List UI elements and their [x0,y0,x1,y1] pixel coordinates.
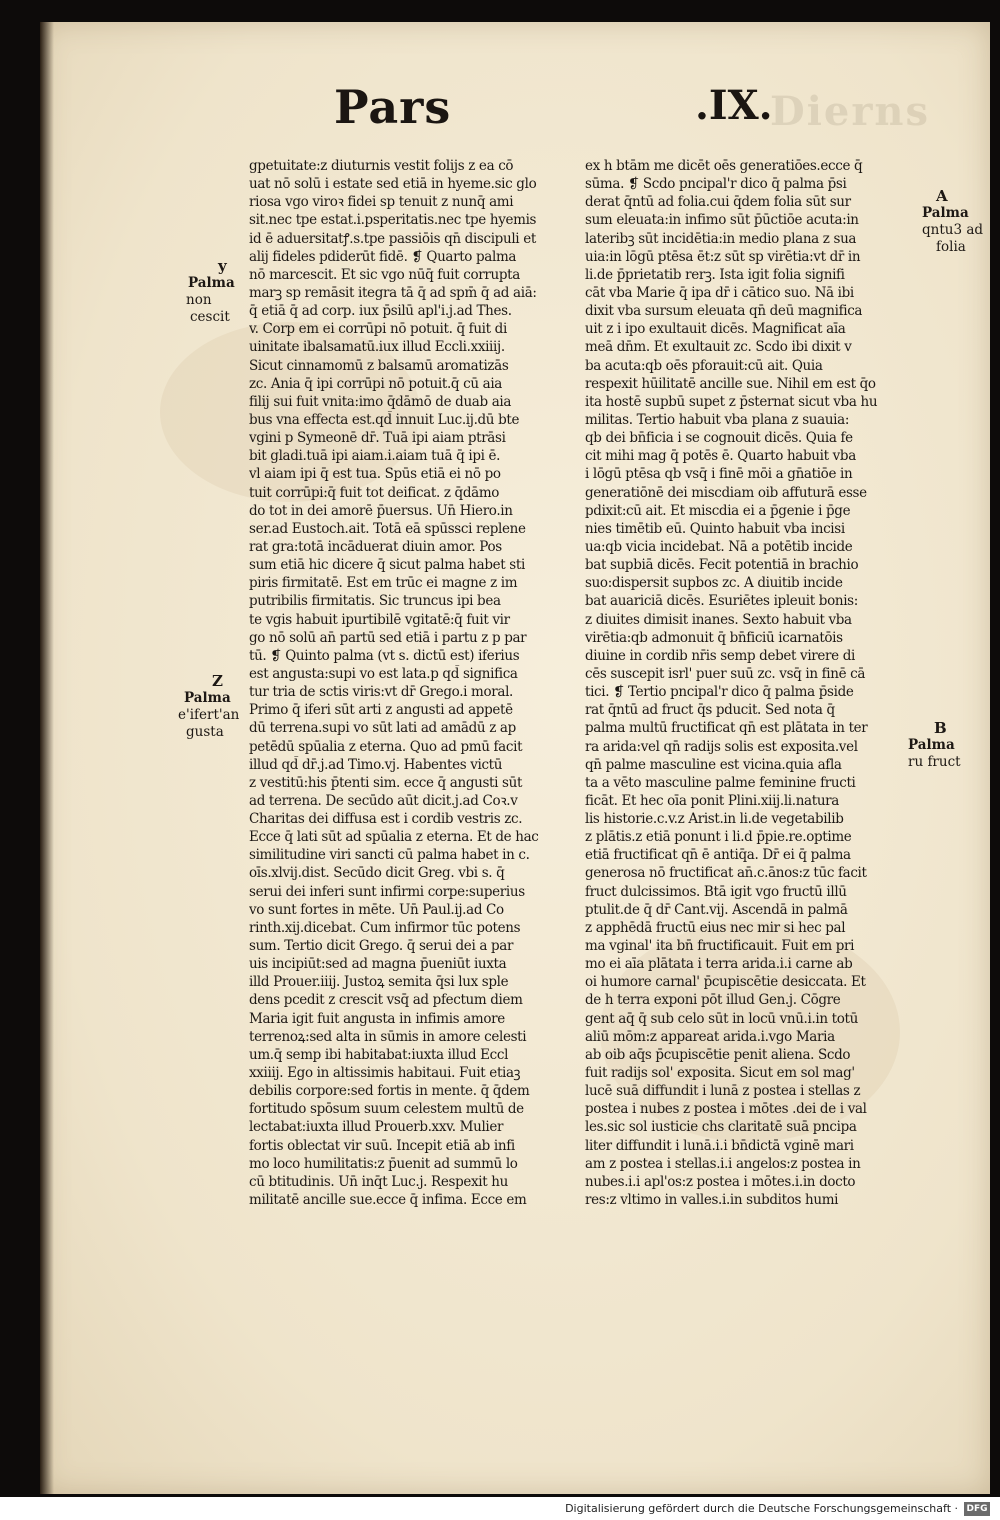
text-line: ra arida:vel qn̄ radijs solis est exposita.vel [585,738,858,755]
text-line: Ecce q̄ lati sūt ad spūalia z eterna. Et de hac [249,829,539,846]
text-line: dixit vba sursum eleuata qn̄ deū magnifica [585,303,863,320]
text-line: nubes.i.i apl'os:z postea i mōtes.i.in docto [585,1173,856,1190]
text-line: virētia:qb admonuit q̄ bn̄ficiū icarnatōis [585,629,843,646]
text-line: oi humore carnal' p̄cupiscētie desiccata. Et [585,974,866,991]
text-line: petēdū spūalia z eterna. Quo ad pmū facit [249,738,523,755]
text-line: marꝫ sp remāsit itegra tā q̄ ad spm̄ q̄ ad aiā: [249,284,537,301]
text-line: cēs suscepit isrl' puer suū zc. vsq̄ in finē cā [585,665,866,682]
gloss-line: Palma [922,205,969,221]
text-line: liter diffundit i lunā.i.i bn̄dictā vginē mari [585,1137,854,1154]
text-line: v. Corp em ei corrūpi nō potuit. q̄ fuit di [249,321,507,338]
text-line: suo:dispersit supbos zc. A diuitib incide [585,575,843,592]
text-line: mo loco humilitatis:z p̄uenit ad summū lo [249,1155,518,1172]
text-line: sum etiā hic dicere q̄ sicut palma habet sti [249,557,525,574]
show-through-text: Dierns [770,88,931,135]
text-line: riosa vgo viroꝛ fidei sp tenuit z nunq̄ ami [249,194,514,211]
gloss-line: Palma [188,275,235,291]
gloss-line: e'ifert'an [178,707,240,723]
text-line: z vestitū:his p̄tenti sim. ecce q̄ angusti sūt [249,774,523,791]
text-line: ptulit.de q̄ dr̄ Cant.vij. Ascendā in palmā [585,901,848,918]
text-line: cit mihi mag q̄ potēs ē. Quarto habuit vba [585,448,856,465]
text-line: z diuites dimisit inanes. Sexto habuit vba [585,611,852,628]
text-line: Sicut cinnamomū z balsamū aromatizās [249,357,509,374]
text-line: dū terrena.supi vo sūt lati ad amādū z ap [249,720,516,737]
text-line: nies timētib eū. Quinto habuit vba incisi [585,520,845,537]
left-marginal-gloss [180,258,235,326]
right-text-column [585,157,909,1209]
text-line: cāt vba Marie q̄ ipa dr̄ i cātico suo. Nā ibi [585,284,854,301]
text-line: Maria igit fuit angusta in infimis amore [249,1010,505,1027]
text-line: do tot in dei amorē p̄uersus. Un̄ Hiero.in [249,502,513,519]
text-line: ex h btām me dicēt oēs generatiōes.ecce q̄ [585,158,863,174]
text-line: tuit corrūpi:q̄ fuit tot deificat. z q̄dāmo [249,484,500,501]
text-line: id ē aduersitatꝭ.s.tpe passiōis qn̄ discipuli et [249,230,536,247]
text-line: alij fideles pdiderūt fidē. ❡ Quarto palma [249,248,517,265]
text-line: vgini p Symeonē dr̄. Tuā ipi aiam ptrāsi [249,430,506,447]
text-line: tur tria de sctis viris:vt dr̄ Grego.i moral. [249,684,513,701]
text-line: sūma. ❡ Scdo pncipal'r dico q̄ palma p̄si [585,176,847,193]
text-line: oīs.xlvij.dist. Secūdo dicit Greg. vbi s. q̄ [249,865,505,882]
gloss-line: ru fruct [908,754,961,770]
text-line: fuit radijs sol' exposita. Sicut em sol mag' [585,1065,855,1082]
text-line: lucē suā diffundit i lunā z postea i stellas z [585,1083,861,1100]
text-line: terrenoꝝ:sed alta in sūmis in amore celesti [249,1028,527,1045]
text-line: dens pcedit z crescit vsq̄ ad pfectum diem [249,992,523,1009]
folio-number: .IX. [695,82,773,129]
text-line: aliū mōm:z appareat arida.i.vgo Maria [585,1028,835,1045]
text-line: illd Prouer.iiij. Justoꝝ semita q̄si lux sple [249,974,509,991]
text-line: ser.ad Eustoch.ait. Totā eā spūssci replene [249,520,526,537]
text-line: Primo q̄ iferi sūt arti z angusti ad appetē [249,702,513,719]
text-line: palma multū fructificat qn̄ est plātata in ter [585,720,868,737]
text-line: ba acuta:qb oēs pforauit:cū ait. Quia [585,357,823,374]
text-line: gent aq̄ q̄ sub celo sūt in locū vnū.i.in totū [585,1010,858,1027]
text-line: pdixit:cū ait. Et miscdia ei a p̄genie i p̄ge [585,502,851,519]
text-line: generatiōnē dei miscdiam oib affuturā esse [585,484,867,501]
text-line: ad terrena. De secūdo aūt dicit.j.ad Coꝛ.v [249,792,518,809]
text-line: tici. ❡ Tertio pncipal'r dico q̄ palma p̄side [585,684,854,701]
text-line: rinth.xij.dicebat. Cum infirmor tūc potens [249,919,521,936]
text-line: vl aiam ipi q̄ est tua. Spūs etiā ei nō po [249,466,501,483]
text-line: est angusta:supi vo est lata.p qd̄ significa [249,665,518,682]
gloss-marker: A [936,187,948,205]
gloss-line: non [186,292,212,308]
text-line: etiā fructificat qn̄ ē antiq̄a. Dr̄ ei q̄ palma [585,847,851,864]
text-line: i lōgū ptēsa qb vsq̄ i finē mōi a gn̄atiōe in [585,466,853,483]
gloss-line: qntu3 ad [922,222,984,238]
text-line: uat nō solū i estate sed etiā in hyeme.sic glo [249,176,537,193]
gloss-line: cescit [190,309,230,325]
text-line: uit z i ipo exultauit dicēs. Magnificat aīa [585,321,846,338]
text-line: rat gra:totā incāduerat diuin amor. Pos [249,538,502,555]
left-text-column [249,157,571,1209]
text-line: qb dei bn̄ficia i se cognouit dicēs. Quia fe [585,430,853,447]
text-line: fruct dulcissimos. Btā igit vgo fructū illū [585,883,847,900]
dfg-logo-icon: DFG [964,1502,990,1516]
text-line: tū. ❡ Quinto palma (vt s. dictū est) iferius [249,647,520,664]
text-line: rat q̄ntū ad fruct q̄s pducit. Sed nota q̄ [585,702,835,719]
text-line: lectabat:iuxta illud Prouerb.xxv. Mulier [249,1119,504,1136]
text-line: diuine in cordib nr̄is semp debet virere di [585,647,855,664]
gloss-marker: y [218,257,227,275]
text-line: uia:in lōgū ptēsa ēt:z sūt sp virētia:vt dr̄ in [585,248,861,265]
gloss-line: Palma [908,737,955,753]
text-line: cū btitudinis. Un̄ inq̄t Luc.j. Respexit hu [249,1173,508,1190]
text-line: ma vginal' ita bn̄ fructificauit. Fuit em pri [585,938,855,955]
text-line: z apphēdā fructū eius nec mir si hec pal [585,919,846,936]
text-line: am z postea i stellas.i.i angelos:z postea in [585,1155,861,1172]
gloss-line: gusta [186,724,224,740]
text-line: qn̄ palme masculine est vicina.quia afla [585,756,842,773]
text-line: sum eleuata:in infimo sūt p̄ūctiōe acuta:in [585,212,859,229]
text-line: uis incipiūt:sed ad magna p̄ueniūt iuxta [249,956,507,973]
text-line: te vgis habuit ipurtibilē vgitatē:q̄ fuit vir [249,611,510,628]
text-line: ua:qb vicia incidebat. Nā a potētib incide [585,538,853,555]
text-line: li.de p̄prietatib rerꝫ. Ista igit folia signifi [585,266,845,283]
text-line: lis historie.c.v.z Arist.in li.de vegetabilib [585,811,844,828]
text-line: z plātis.z etiā ponunt i li.d p̄pie.re.optime [585,829,852,846]
text-line: Charitas dei diffusa est i cordib vestris zc. [249,811,523,828]
text-line: uinitate ibalsamatū.iux illud Eccli.xxiiij. [249,339,505,356]
text-line: lateribꝫ sūt incidētia:in medio plana z sua [585,230,857,247]
gloss-line: Palma [184,690,231,706]
text-line: ab oib aq̄s p̄cupiscētie penit aliena. Scdo [585,1046,851,1063]
text-line: bat supbiā dicēs. Fecit potentiā in brachio [585,557,859,574]
text-line: sum. Tertio dicit Grego. q̄ serui dei a par [249,938,514,955]
text-line: piris firmitatē. Est em trūc ei magne z im [249,575,518,592]
gloss-marker: B [934,719,947,737]
text-line: ita hostē supbū supet z p̄sternat sicut vba hu [585,393,878,410]
text-line: zc. Ania q̄ ipi corrūpi nō potuit.q̄ cū aia [249,375,502,392]
running-title: Pars [334,80,452,134]
text-line: res:z vltimo in valles.i.in subditos humi [585,1192,839,1209]
text-line: serui dei inferi sunt infirmi corpe:superius [249,883,525,900]
text-line: bus vna effecta est.qd̄ innuit Luc.ij.dū bte [249,411,520,428]
text-line: fortis oblectat vir suū. Incepit etiā ab infi [249,1137,515,1154]
right-marginal-gloss [922,188,983,256]
text-line: de h terra exponi pōt illud Gen.j. Cōgre [585,992,841,1009]
text-line: sit.nec tpe estat.i.psperitatis.nec tpe hyemis [249,212,537,229]
text-line: go nō solū an̄ partū sed etiā i partu z p par [249,629,527,646]
text-line: les.sic sol iusticie chs claritatē suā pncipa [585,1119,857,1136]
text-line: debilis corpore:sed fortis in mente. q̄ q̄dem [249,1083,530,1100]
text-line: putribilis firmitatis. Sic truncus ipi bea [249,593,501,610]
text-line: fortitudo spōsum suum celestem multū de [249,1101,524,1118]
text-line: postea i nubes z postea i mōtes .dei de i val [585,1101,867,1118]
gloss-marker: Z [212,672,223,690]
text-line: generosa nō fructificat an̄.c.ānos:z tūc facit [585,865,867,882]
digitization-credit: Digitalisierung gefördert durch die Deutsche Forschungsgemeinschaft · [565,1502,958,1515]
text-line: ta a vēto masculine palme feminine fructi [585,774,856,791]
text-line: nō marcescit. Et sic vgo nūq̄ fuit corrupta [249,266,520,283]
text-line: xxiiij. Ego in altissimis habitaui. Fuit etiaꝫ [249,1065,521,1082]
text-line: ficāt. Et hec oīa ponit Plini.xiij.li.natura [585,792,839,809]
text-line: vo sunt fortes in mēte. Un̄ Paul.ij.ad Co [249,901,504,918]
text-line: similitudine viri sancti cū palma habet in c. [249,847,530,864]
text-line: derat q̄ntū ad folia.cui q̄dem folia sūt sur [585,194,851,211]
left-marginal-gloss-2 [178,673,239,741]
text-line: filij sui fuit vnita:imo q̄dāmō de duab aia [249,393,512,410]
text-line: bat auariciā dicēs. Esuriētes ipleuit bonis: [585,593,858,610]
text-line: um.q̄ semp ibi habitabat:iuxta illud Eccl [249,1046,509,1063]
right-marginal-gloss-2 [908,720,961,771]
gloss-line: folia [936,239,966,255]
text-line: q̄ etiā q̄ ad corp. iux p̄silū apl'i.j.ad Thes. [249,303,512,320]
text-line: illud qd̄ dr̄.j.ad Timo.vj. Habentes victū [249,756,503,773]
text-line: bit gladi.tuā ipi aiam.i.aiam tuā q̄ ipi ē. [249,448,501,465]
text-line: gpetuitate:z diuturnis vestit folijs z ea cō [249,158,514,174]
text-line: meā dn̄m. Et exultauit zc. Scdo ibi dixit v [585,339,852,356]
text-line: mo ei aīa plātata i terra arida.i.i carne ab [585,956,853,973]
text-line: respexit hūilitatē ancille sue. Nihil em est q̄o [585,375,876,392]
text-line: militas. Tertio habuit vba plana z suauia: [585,411,850,428]
text-line: militatē ancille sue.ecce q̄ infima. Ecce em [249,1192,527,1209]
